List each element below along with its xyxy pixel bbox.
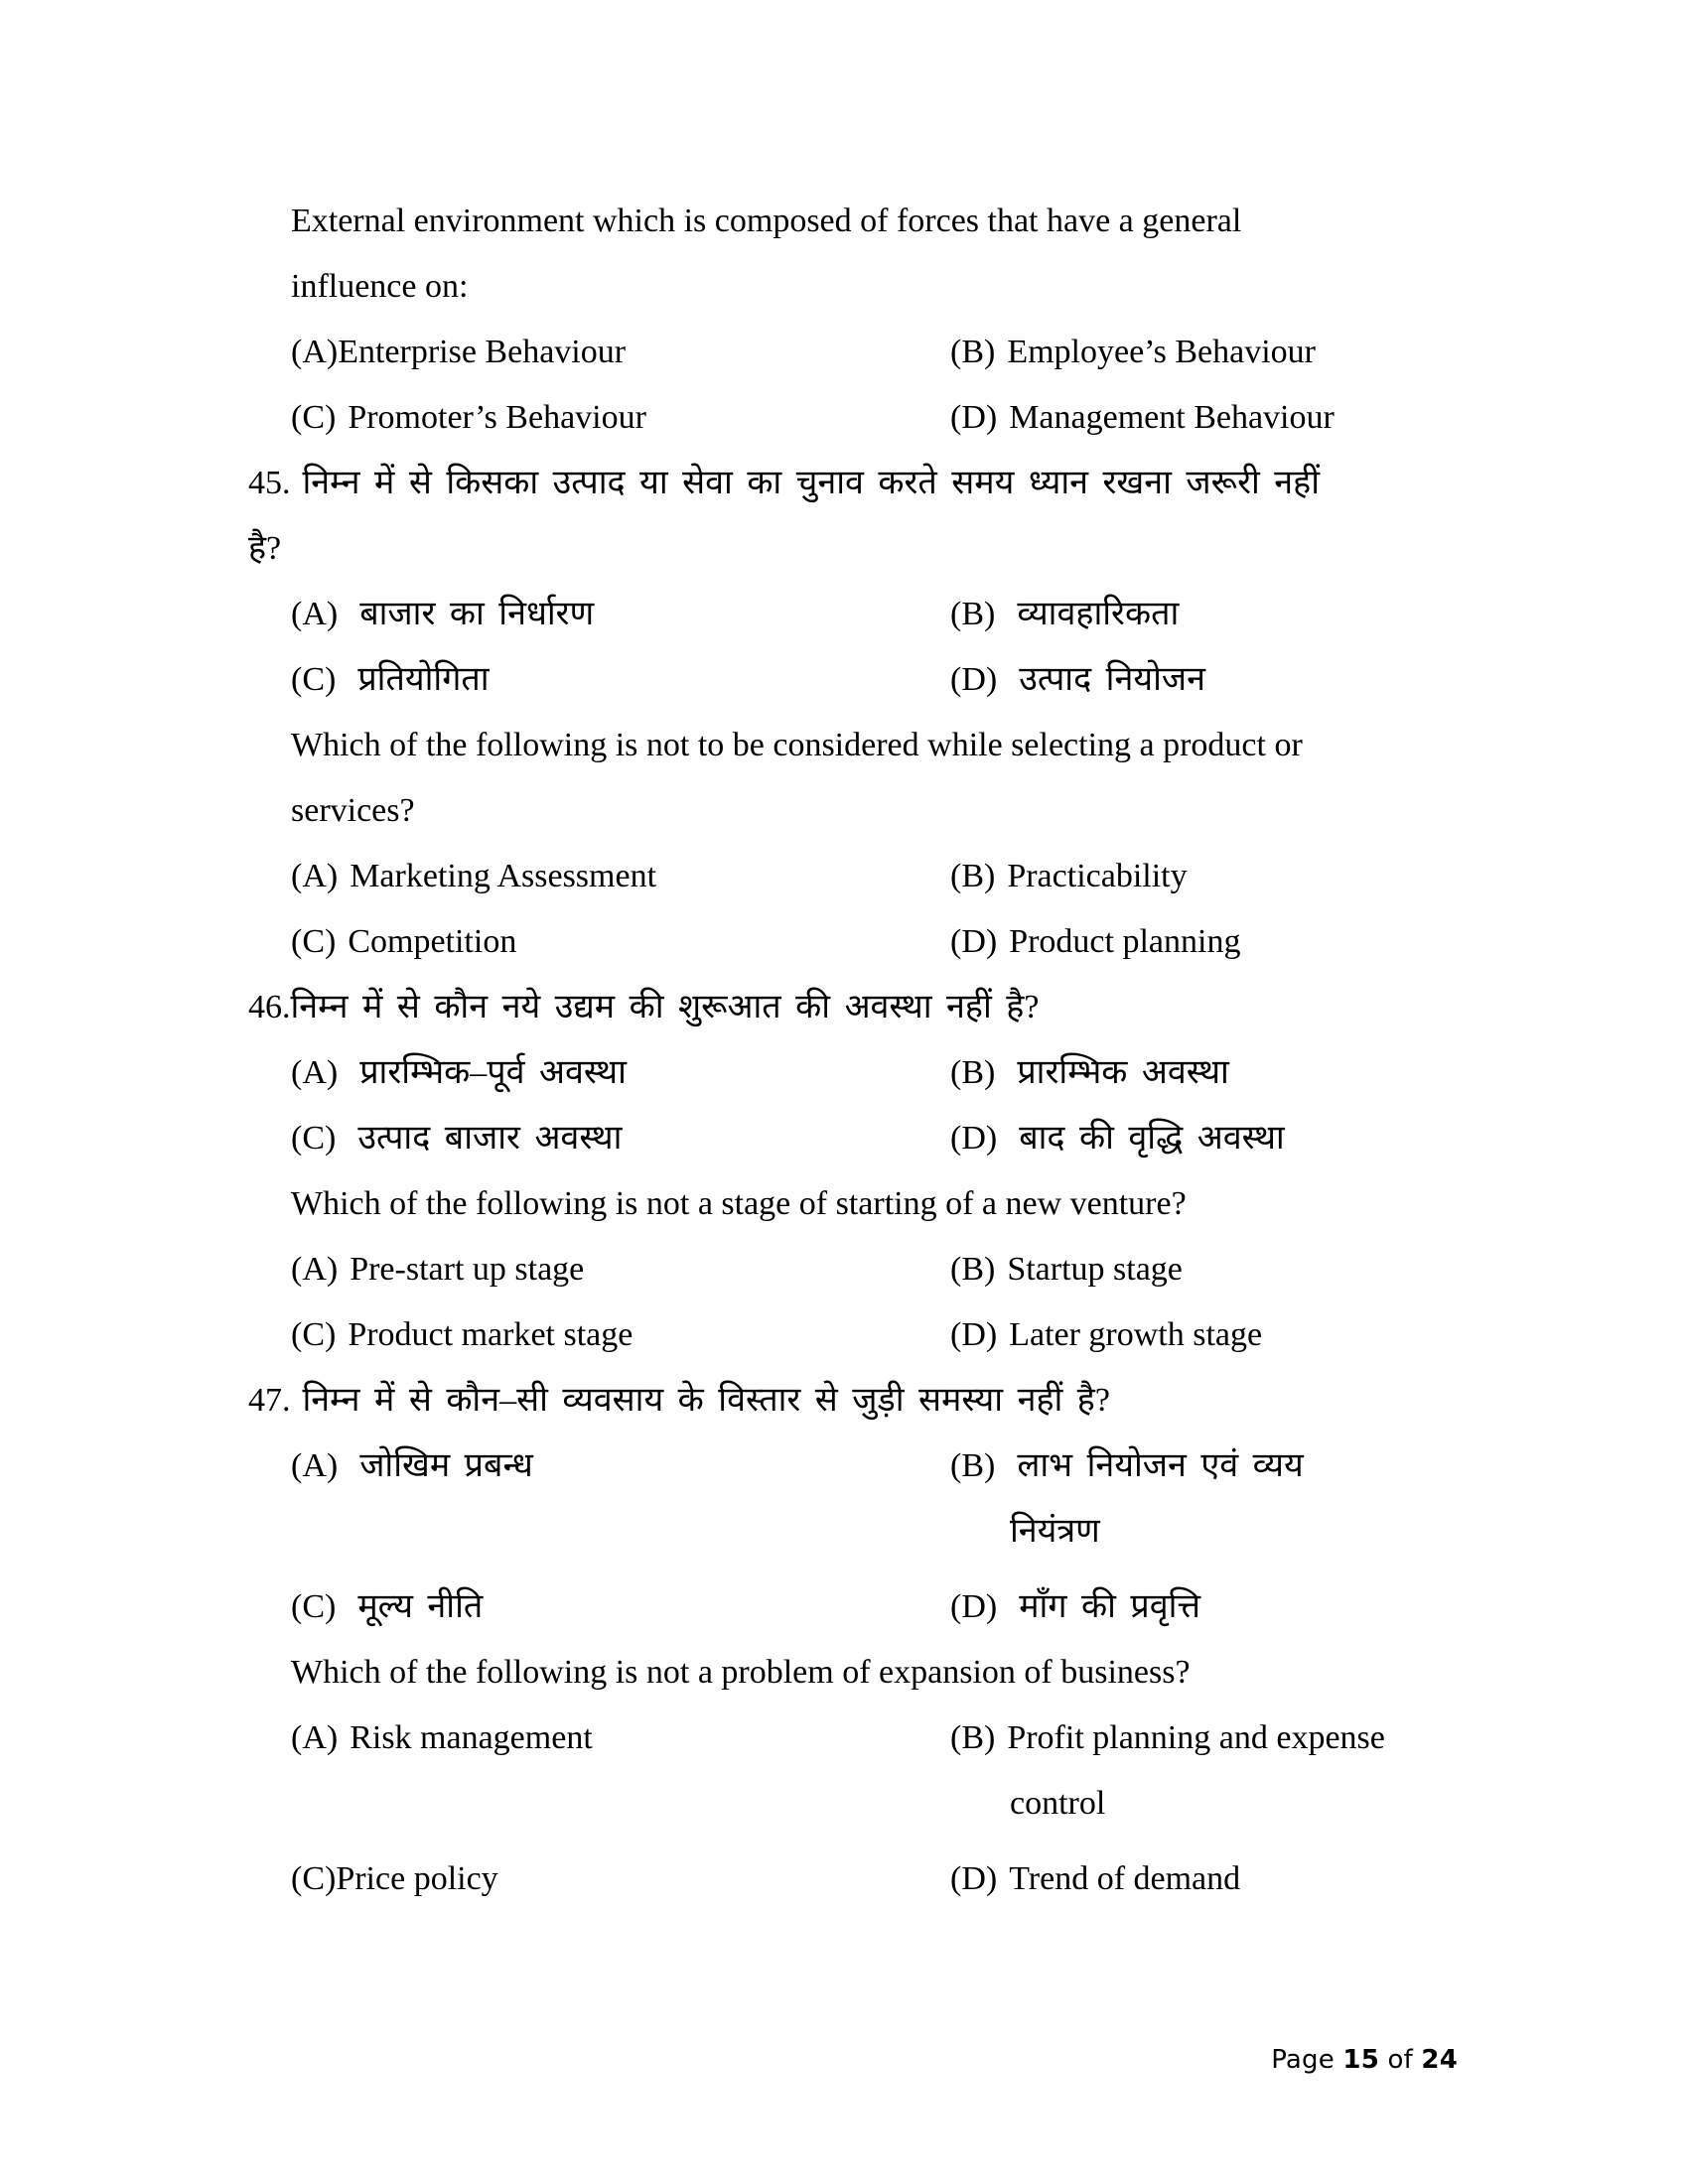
question-45-hindi-option-c-tag: (C) xyxy=(291,661,337,698)
question-45-hindi-option-b[interactable] xyxy=(950,582,1450,647)
question-46-english-option-b[interactable] xyxy=(950,1237,1450,1302)
question-47-hindi-option-c[interactable] xyxy=(248,1574,950,1640)
question-46-english-option-d-tag: (D) xyxy=(950,1316,998,1353)
question-46 xyxy=(248,975,1450,1368)
question-46-english-option-d[interactable] xyxy=(950,1302,1450,1368)
question-45-english-option-c[interactable] xyxy=(248,909,950,975)
question-46-hindi-option-b-text: प्रारम्भिक अवस्था xyxy=(1017,1054,1229,1091)
page-footer xyxy=(1271,2045,1458,2075)
question-46-hindi-options-row-2 xyxy=(248,1106,1450,1171)
question-46-hindi-option-c[interactable] xyxy=(248,1106,950,1171)
footer-page-prefix: Page xyxy=(1271,2045,1343,2075)
question-47-hindi-option-b-tag: (B) xyxy=(950,1447,996,1484)
question-47-english-option-a-tag: (A) xyxy=(291,1719,339,1756)
question-45-hindi-option-d-text: उत्पाद नियोजन xyxy=(1019,661,1205,698)
option-b-text: Employee’s Behaviour xyxy=(1007,334,1316,370)
question-46-english-option-a[interactable] xyxy=(248,1237,950,1302)
question-47-hindi-option-b[interactable] xyxy=(950,1433,1450,1499)
question-45-hindi-options-row-1 xyxy=(248,582,1450,647)
question-47-hindi-option-c-tag: (C) xyxy=(291,1588,337,1625)
option-a[interactable] xyxy=(248,320,950,385)
question-46-english-option-a-tag: (A) xyxy=(291,1251,339,1288)
question-47-hindi-option-d-text: मॉंग की प्रवृत्ति xyxy=(1019,1588,1200,1625)
question-45-hindi-option-c[interactable] xyxy=(248,647,950,713)
question-45-hindi-option-d-tag: (D) xyxy=(950,661,998,698)
question-47-number-and-stem xyxy=(248,1368,1450,1433)
question-47-english-options-row-1 xyxy=(248,1706,1450,1771)
question-45-english-option-b-tag: (B) xyxy=(950,858,996,894)
question-46-english-options-row-1 xyxy=(248,1237,1450,1302)
question-47-hindi-option-b-continuation: नियंत्रण xyxy=(1010,1513,1100,1550)
question-46-english-option-b-tag: (B) xyxy=(950,1251,996,1288)
option-b-tag: (B) xyxy=(950,334,996,370)
question-45-hindi-options-row-2 xyxy=(248,647,1450,713)
question-47-english-option-d-text: Trend of demand xyxy=(1009,1860,1241,1897)
question-46-english-option-b-text: Startup stage xyxy=(1007,1251,1183,1288)
question-45-number: 45. xyxy=(248,465,291,501)
question-47-hindi-option-d-tag: (D) xyxy=(950,1588,998,1625)
fragment-options-row-bd xyxy=(248,385,1450,451)
question-45-english-stem-line-2: services? xyxy=(291,792,415,829)
fragment-stem-line-2: influence on: xyxy=(291,268,469,305)
question-46-number: 46. xyxy=(248,989,291,1025)
spacer-english xyxy=(248,1837,1450,1846)
question-47-english-option-b[interactable] xyxy=(950,1706,1450,1771)
question-45-hindi-option-a[interactable] xyxy=(248,582,950,647)
option-d[interactable] xyxy=(950,385,1450,451)
question-45-hindi-option-a-tag: (A) xyxy=(291,596,339,632)
question-46-number-and-stem xyxy=(248,975,1450,1040)
question-46-english-option-a-text: Pre-start up stage xyxy=(350,1251,585,1288)
question-47-english-option-b-tag: (B) xyxy=(950,1719,996,1756)
question-46-hindi-option-c-text: उत्पाद बाजार अवस्था xyxy=(357,1120,623,1157)
question-46-hindi-option-d-tag: (D) xyxy=(950,1120,998,1157)
question-46-english-option-d-text: Later growth stage xyxy=(1009,1316,1263,1353)
question-46-hindi-option-b[interactable] xyxy=(950,1040,1450,1106)
fragment-stem-line-1: External environment which is composed of forces that have a general xyxy=(291,203,1242,239)
continuation-spacer-english xyxy=(248,1771,950,1837)
question-fragment-top xyxy=(248,189,1450,451)
question-45-hindi-option-a-text: बाजार का निर्धारण xyxy=(359,596,595,632)
option-d-text: Management Behaviour xyxy=(1009,399,1335,436)
question-47-hindi-options-row-2 xyxy=(248,1574,1450,1640)
footer-current-page: 15 xyxy=(1342,2045,1380,2075)
question-45-number-and-stem xyxy=(248,451,1450,516)
question-45-english-option-d-text: Product planning xyxy=(1009,923,1241,960)
question-47-hindi-option-c-text: मूल्य नीति xyxy=(357,1588,484,1625)
question-45-english-options-row-1 xyxy=(248,844,1450,909)
option-c-text: Promoter’s Behaviour xyxy=(348,399,646,436)
question-47 xyxy=(248,1368,1450,1912)
question-47-english-option-b-text: Profit planning and expense xyxy=(1007,1719,1385,1756)
question-47-hindi-option-b-continuation-row xyxy=(248,1499,1450,1565)
footer-of-text: of xyxy=(1379,2045,1422,2075)
question-45 xyxy=(248,451,1450,975)
question-47-english-options-row-2 xyxy=(248,1846,1450,1912)
question-46-english-options-row-2 xyxy=(248,1302,1450,1368)
question-46-hindi-option-d[interactable] xyxy=(950,1106,1450,1171)
question-47-english-option-b-continuation-row xyxy=(248,1771,1450,1837)
option-b[interactable] xyxy=(950,320,1450,385)
question-47-english-option-b-continuation: control xyxy=(1010,1785,1106,1822)
question-45-english-stem-line-1: Which of the following is not to be considered while selecting a product or xyxy=(291,727,1303,763)
question-45-english-option-d-tag: (D) xyxy=(950,923,998,960)
question-45-english-option-b-text: Practicability xyxy=(1007,858,1188,894)
question-46-hindi-option-b-tag: (B) xyxy=(950,1054,996,1091)
spacer xyxy=(248,1565,1450,1574)
question-47-hindi-stem-line-1: निम्न में से कौन–सी व्यवसाय के विस्तार से जुड़ी समस्या नहीं है? xyxy=(302,1382,1110,1419)
question-46-hindi-option-c-tag: (C) xyxy=(291,1120,337,1157)
question-46-english-option-c[interactable] xyxy=(248,1302,950,1368)
question-46-english-stem-line-1: Which of the following is not a stage of starting of a new venture? xyxy=(291,1185,1187,1222)
question-46-hindi-option-a-tag: (A) xyxy=(291,1054,339,1091)
option-c-tag: (C) xyxy=(291,399,337,436)
question-46-hindi-stem-line-1: निम्न में से कौन नये उद्यम की शुरूआत की अवस्था नहीं है? xyxy=(290,989,1040,1025)
question-47-hindi-option-d[interactable] xyxy=(950,1574,1450,1640)
question-47-english-option-a[interactable] xyxy=(248,1706,950,1771)
question-45-hindi-option-d[interactable] xyxy=(950,647,1450,713)
option-d-tag: (D) xyxy=(950,399,998,436)
question-47-english-stem-line-1: Which of the following is not a problem of expansion of business? xyxy=(291,1654,1191,1691)
question-47-hindi-option-b-text: लाभ नियोजन एवं व्यय xyxy=(1017,1447,1304,1484)
question-47-english-option-d-tag: (D) xyxy=(950,1860,998,1897)
question-45-hindi-option-c-text: प्रतियोगिता xyxy=(357,661,490,698)
question-46-hindi-option-a[interactable] xyxy=(248,1040,950,1106)
question-47-hindi-option-a-tag: (A) xyxy=(291,1447,339,1484)
question-47-hindi-options-row-1 xyxy=(248,1433,1450,1499)
question-45-english-option-a-text: Marketing Assessment xyxy=(350,858,657,894)
option-a-tag: (A) xyxy=(291,334,339,370)
question-45-english-options-row-2 xyxy=(248,909,1450,975)
question-47-hindi-option-a-text: जोखिम प्रबन्ध xyxy=(359,1447,533,1484)
option-a-text: Enterprise Behaviour xyxy=(338,334,627,370)
question-45-hindi-option-b-text: व्यावहारिकता xyxy=(1017,596,1180,632)
question-46-hindi-options-row-1 xyxy=(248,1040,1450,1106)
question-46-english-option-c-text: Product market stage xyxy=(348,1316,633,1353)
question-47-english-option-c-tag: (C) xyxy=(291,1860,337,1897)
question-45-hindi-stem-line-1: निम्न में से किसका उत्पाद या सेवा का चुनाव करते समय ध्यान रखना जरूरी नहीं xyxy=(302,465,1321,501)
question-45-english-option-c-text: Competition xyxy=(348,923,517,960)
option-c[interactable] xyxy=(248,385,950,451)
question-47-english-option-c[interactable] xyxy=(248,1846,950,1912)
fragment-options-row-ac xyxy=(248,320,1450,385)
question-45-english-option-b[interactable] xyxy=(950,844,1450,909)
question-47-english-option-a-text: Risk management xyxy=(350,1719,593,1756)
question-45-hindi-option-b-tag: (B) xyxy=(950,596,996,632)
question-47-hindi-option-a[interactable] xyxy=(248,1433,950,1499)
question-47-english-option-c-text: Price policy xyxy=(336,1860,498,1897)
question-47-english-option-d[interactable] xyxy=(950,1846,1450,1912)
question-45-english-option-c-tag: (C) xyxy=(291,923,337,960)
question-45-hindi-stem-line-2: है? xyxy=(248,530,282,567)
question-46-english-option-c-tag: (C) xyxy=(291,1316,337,1353)
question-45-english-option-d[interactable] xyxy=(950,909,1450,975)
question-46-hindi-option-a-text: प्रारम्भिक–पूर्व अवस्था xyxy=(359,1054,627,1091)
question-45-english-option-a[interactable] xyxy=(248,844,950,909)
question-45-english-option-a-tag: (A) xyxy=(291,858,339,894)
question-46-hindi-option-d-text: बाद की वृद्धि अवस्था xyxy=(1019,1120,1285,1157)
footer-total-pages: 24 xyxy=(1421,2045,1458,2075)
question-47-number: 47. xyxy=(248,1382,291,1419)
continuation-spacer xyxy=(248,1499,950,1565)
